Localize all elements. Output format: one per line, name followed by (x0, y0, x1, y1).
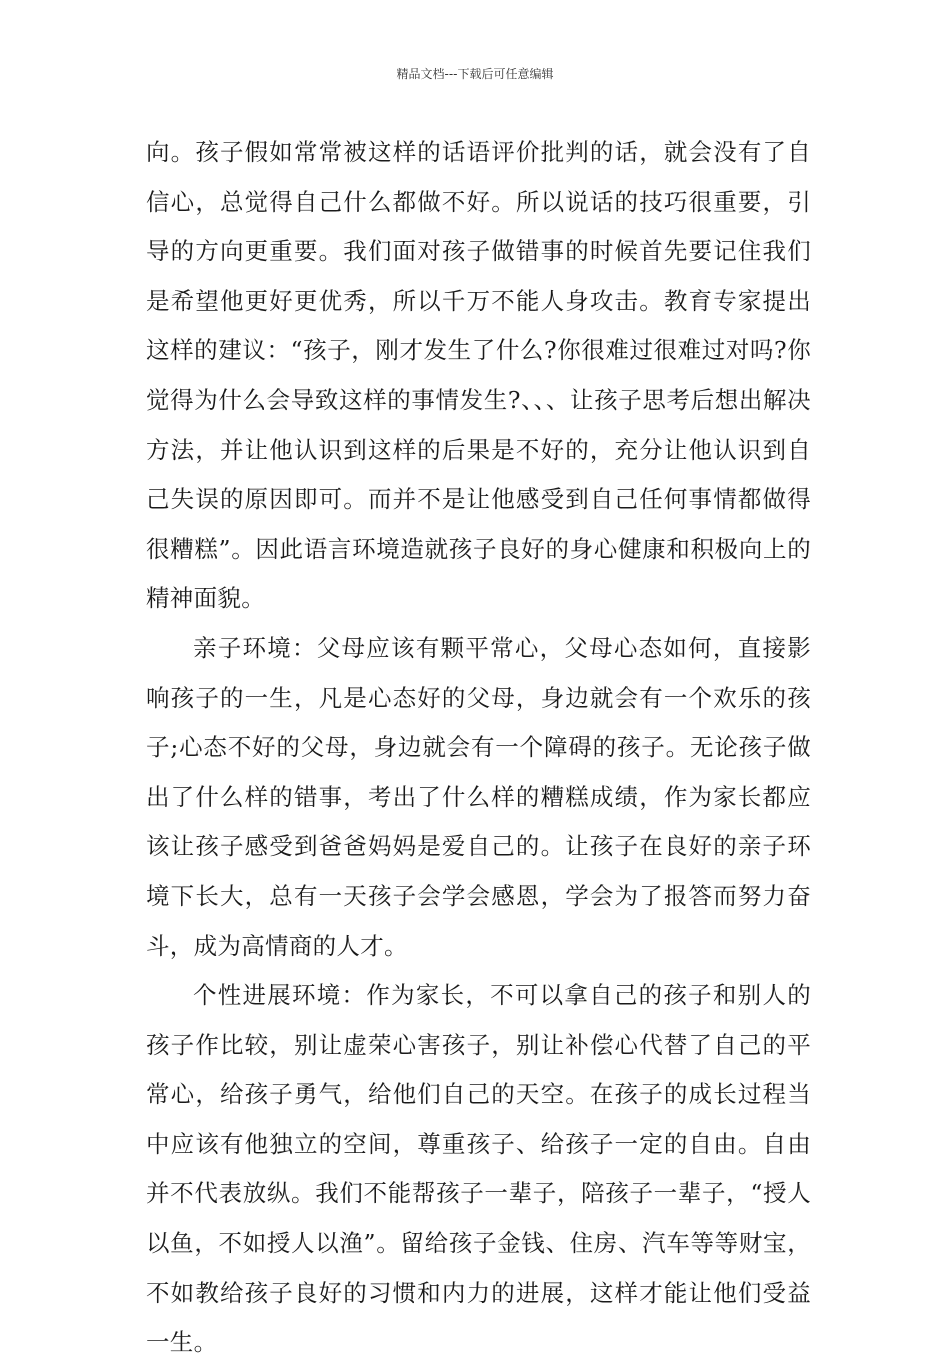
page-header: 精品文档---下载后可任意编辑 (396, 67, 554, 81)
paragraph-parent-child-environment: 亲子环境：父母应该有颗平常心，父母心态如何，直接影响孩子的一生，凡是心态好的父母，身边就会有一个欢乐的孩子;心态不好的父母，身边就会有一个障碍的孩子。无论孩子做出了什么样的错事，考出了什么样的糟糕成绩，作为家长都应该让孩子感受到爸爸妈妈是爱自己的。让孩子在良好的亲子环境下长大，总有一天孩子会学会感恩，学会为了报答而努力奋斗，成为高情商的人才。 (146, 633, 811, 960)
document-body (146, 128, 811, 1368)
paragraph-personal-development-environment: 个性进展环境：作为家长，不可以拿自己的孩子和别人的孩子作比较，别让虚荣心害孩子，别让补偿心代替了自己的平常心，给孩子勇气，给他们自己的天空。在孩子的成长过程当中应该有他独立的空间，尊重孩子、给孩子一定的自由。自由并不代表放纵。我们不能帮孩子一辈子，陪孩子一辈子，“授人以鱼，不如授人以渔”。留给孩子金钱、住房、汽车等等财宝，不如教给孩子良好的习惯和内力的进展，这样才能让他们受益一生。 (146, 981, 811, 1357)
paragraph-language-environment: 向。孩子假如常常被这样的话语评价批判的话，就会没有了自信心，总觉得自己什么都做不好。所以说话的技巧很重要，引导的方向更重要。我们面对孩子做错事的时候首先要记住我们是希望他更好更优秀，所以千万不能人身攻击。教育专家提出这样的建议：“孩子，刚才发生了什么?你很难过很难过对吗?你觉得为什么会导致这样的事情发生?、、、让孩子思考后想出解决方法，并让他认识到这样的后果是不好的，充分让他认识到自己失误的原因即可。而并不是让他感受到自己任何事情都做得很糟糕”。因此语言环境造就孩子良好的身心健康和积极向上的精神面貌。 (146, 138, 811, 613)
